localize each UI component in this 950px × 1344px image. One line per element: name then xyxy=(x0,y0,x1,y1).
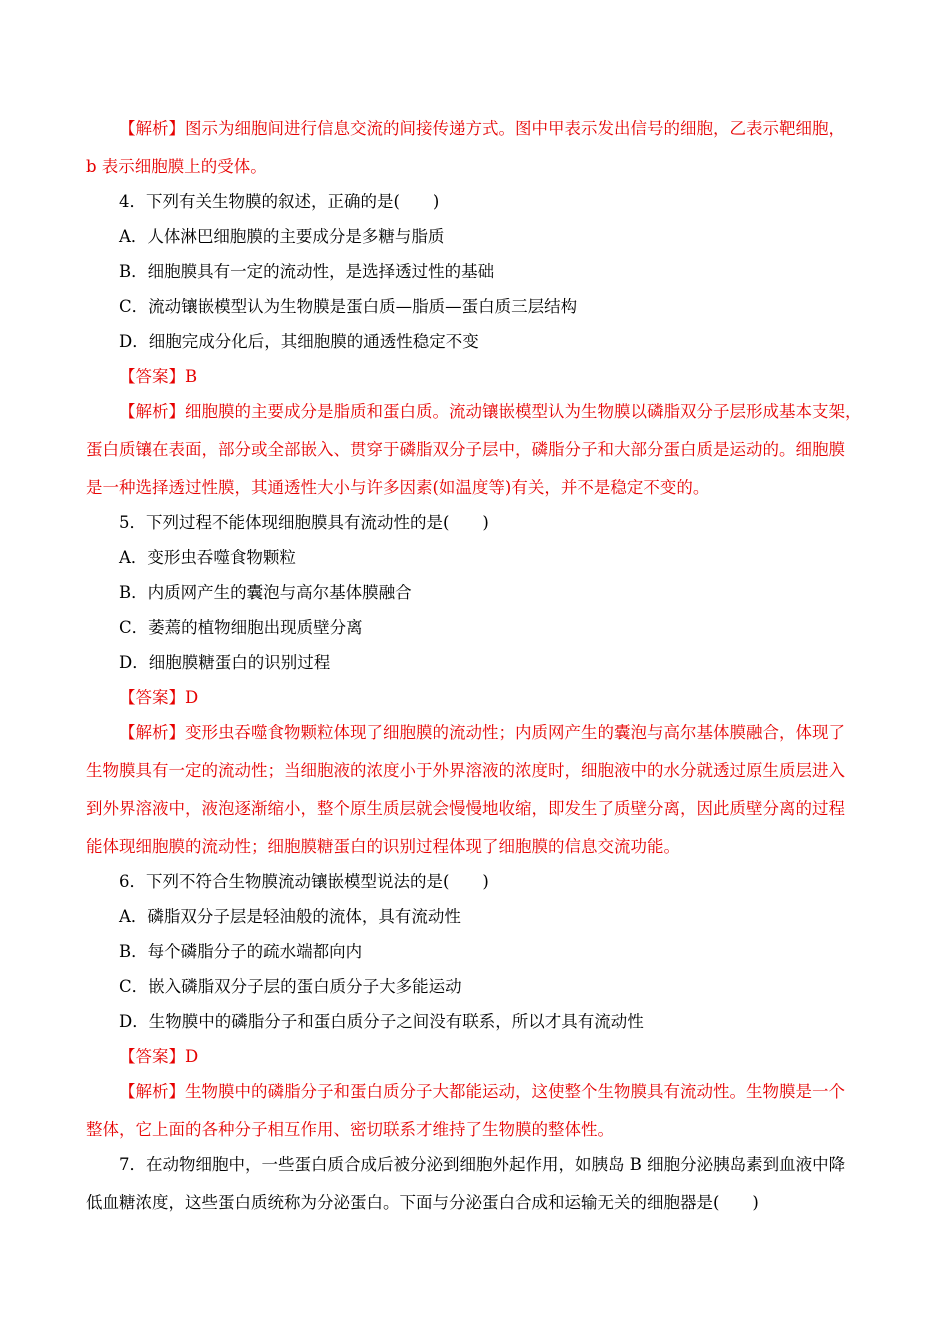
question-5-option-b: B．内质网产生的囊泡与高尔基体膜融合 xyxy=(119,583,412,602)
question-5-explanation-line: 能体现细胞膜的流动性；细胞膜糖蛋白的识别过程体现了细胞膜的信息交流功能。 xyxy=(86,837,680,856)
question-4-explanation-line: 蛋白质镶在表面，部分或全部嵌入、贯穿于磷脂双分子层中，磷脂分子和大部分蛋白质是运动的。细胞膜 xyxy=(86,440,845,459)
question-7-stem-line: 7．在动物细胞中，一些蛋白质合成后被分泌到细胞外起作用，如胰岛 B 细胞分泌胰岛素到血液中降 xyxy=(119,1155,846,1174)
question-4-option-c: C．流动镶嵌模型认为生物膜是蛋白质—脂质—蛋白质三层结构 xyxy=(119,297,578,316)
question-6-option-c: C．嵌入磷脂双分子层的蛋白质分子大多能运动 xyxy=(119,977,462,996)
question-5-option-a: A．变形虫吞噬食物颗粒 xyxy=(119,548,296,567)
question-5-explanation-line: 生物膜具有一定的流动性；当细胞液的浓度小于外界溶液的浓度时，细胞液中的水分就透过原生质层进入 xyxy=(86,761,845,780)
question-6-option-a: A．磷脂双分子层是轻油般的流体，具有流动性 xyxy=(119,907,461,926)
question-5-explanation-line: 【解析】变形虫吞噬食物颗粒体现了细胞膜的流动性；内质网产生的囊泡与高尔基体膜融合，体现了 xyxy=(119,723,845,742)
explanation-line: 【解析】图示为细胞间进行信息交流的间接传递方式。图中甲表示发出信号的细胞，乙表示靶细胞， xyxy=(119,119,845,138)
question-7-stem-line: 低血糖浓度，这些蛋白质统称为分泌蛋白。下面与分泌蛋白合成和运输无关的细胞器是( ) xyxy=(86,1193,759,1212)
question-4-explanation-line: 是一种选择透过性膜，其通透性大小与许多因素(如温度等)有关，并不是稳定不变的。 xyxy=(86,478,710,497)
explanation-line: b 表示细胞膜上的受体。 xyxy=(86,157,267,176)
question-5-stem: 5．下列过程不能体现细胞膜具有流动性的是( ) xyxy=(119,513,489,532)
question-5-option-d: D．细胞膜糖蛋白的识别过程 xyxy=(119,653,331,672)
question-6-answer: 【答案】D xyxy=(119,1047,199,1066)
question-4-option-d: D．细胞完成分化后，其细胞膜的通透性稳定不变 xyxy=(119,332,479,351)
question-4-option-a: A．人体淋巴细胞膜的主要成分是多糖与脂质 xyxy=(119,227,445,246)
question-6-explanation-line: 【解析】生物膜中的磷脂分子和蛋白质分子大都能运动，这使整个生物膜具有流动性。生物膜是一个 xyxy=(119,1082,845,1101)
question-5-option-c: C．萎蔫的植物细胞出现质壁分离 xyxy=(119,618,363,637)
question-5-answer: 【答案】D xyxy=(119,688,199,707)
question-6-option-d: D．生物膜中的磷脂分子和蛋白质分子之间没有联系，所以才具有流动性 xyxy=(119,1012,644,1031)
question-5-explanation-line: 到外界溶液中，液泡逐渐缩小，整个原生质层就会慢慢地收缩，即发生了质壁分离，因此质壁分离的过程 xyxy=(86,799,845,818)
question-6-explanation-line: 整体，它上面的各种分子相互作用、密切联系才维持了生物膜的整体性。 xyxy=(86,1120,614,1139)
question-6-stem: 6．下列不符合生物膜流动镶嵌模型说法的是( ) xyxy=(119,872,489,891)
question-6-option-b: B．每个磷脂分子的疏水端都向内 xyxy=(119,942,363,961)
question-4-stem: 4．下列有关生物膜的叙述，正确的是( ) xyxy=(119,192,440,211)
question-4-option-b: B．细胞膜具有一定的流动性，是选择透过性的基础 xyxy=(119,262,495,281)
question-4-answer: 【答案】B xyxy=(119,367,198,386)
question-4-explanation-line: 【解析】细胞膜的主要成分是脂质和蛋白质。流动镶嵌模型认为生物膜以磷脂双分子层形成基本支架， xyxy=(119,402,862,421)
